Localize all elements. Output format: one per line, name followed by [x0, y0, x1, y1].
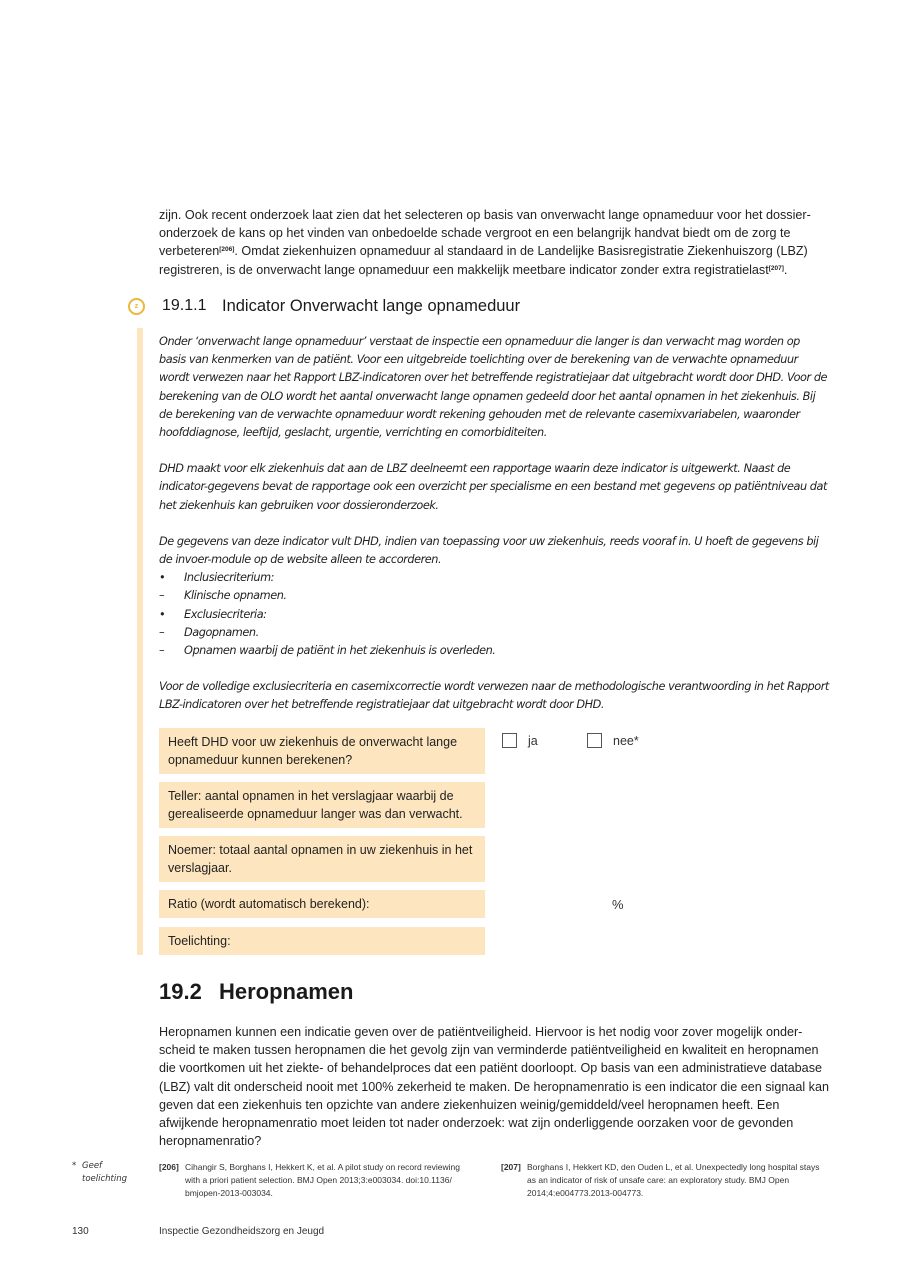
- footnote-text: Borghans I, Hekkert KD, den Ouden L, et al. Unexpectedly long hospital stays as an indicator of risk of unsafe care: an exploratory study. BMJ Open 2014;4:e004773.2013-004773.: [527, 1162, 820, 1198]
- explanation-paragraph-3: De gegevens van deze indicator vult DHD, indien van toepassing voor uw ziekenhuis, reeds vooraf in. U hoeft de gegevens bij de invoer-module op de website alleen te accorderen.: [159, 534, 819, 567]
- footnote-number: [207]: [501, 1162, 521, 1172]
- section-heading-19-1-1: [128, 294, 520, 318]
- footnote-207: [501, 1161, 821, 1200]
- explanation-paragraph-2: DHD maakt voor elk ziekenhuis dat aan de LBZ deelneemt een rapportage waarin deze indicator is uitgewerkt. Naast de indicator-gegevens bevat de rapportage ook een overzicht per specialisme en een bestand met gegevens op patiëntniveau dat het ziekenhuis kan gebruiken voor dossieronderzoek.: [159, 462, 827, 512]
- list-item-text: Dagopnamen.: [184, 625, 259, 639]
- section-title: Indicator Onverwacht lange opnameduur: [222, 296, 521, 315]
- accent-bar: [137, 328, 143, 955]
- dash-marker: –: [159, 644, 165, 658]
- heropnamen-paragraph: Heropnamen kunnen een indicatie geven over de patiëntveiligheid. Hiervoor is het nodig voor zover mogelijk onder-scheid te maken tussen heropnamen die het gevolg zijn van verminderde patiëntveiligheid en kwaliteit en heropnamen die voortkomen uit het ziekte- of behandelproces dat een patiënt doorloopt. Op basis van een administratieve database (LBZ) valt dit onderscheid nooit met 100% zekerheid te maken. De heropnamenratio is een indicator die een signaal kan geven dat een ziekenhuis ten opzichte van andere ziekenhuizen weinig/gemiddeld/veel heropnamen heeft. Een afwijkende heropnamenratio moet leiden tot nader onderzoek: wat zijn onderliggende oorzaken voor de gevonden heropnamenratio?: [159, 1025, 829, 1149]
- option-yes-label: ja: [528, 733, 538, 748]
- ratio-unit: %: [612, 897, 624, 912]
- side-note-text: Geef toelichting: [82, 1161, 128, 1184]
- explanation-paragraph-4: Voor de volledige exclusiecriteria en casemixcorrectie wordt verwezen naar de methodologische verantwoording in het Rapport LBZ-indicatoren over het betreffende registratiejaar dat uitgebracht wordt door DHD.: [159, 680, 829, 712]
- intro-text-2: . Omdat ziekenhuizen opnameduur al standaard in de Landelijke Basisregistratie Ziekenhuiszorg (LBZ) registreren, is de onverwacht lange opnameduur een makkelijk meetbare indicator zonder extra registratielast: [159, 244, 808, 277]
- section-title: Heropnamen: [219, 979, 354, 1004]
- intro-paragraph: [159, 206, 819, 279]
- page-number: 130: [72, 1226, 89, 1237]
- option-yes[interactable]: [502, 733, 538, 748]
- intro-text-3: .: [783, 262, 788, 277]
- footnote-206: [159, 1161, 477, 1200]
- bullet-marker: •: [159, 607, 166, 621]
- z-circle-icon: z: [128, 298, 145, 315]
- question-label: Heeft DHD voor uw ziekenhuis de onverwacht lange opnameduur kunnen berekenen?: [168, 735, 458, 767]
- list-item-text: Inclusiecriterium:: [184, 571, 275, 585]
- explanation-block: [159, 333, 829, 733]
- option-no[interactable]: [587, 733, 639, 748]
- bullet-marker: •: [159, 571, 166, 585]
- toelichting-field[interactable]: [159, 927, 485, 955]
- teller-label: Teller: aantal opnamen in het verslagjaar waarbij de gerealiseerde opnameduur langer was dan verwacht.: [168, 789, 463, 821]
- list-item: [159, 587, 829, 605]
- teller-field[interactable]: [159, 782, 485, 828]
- list-item: [159, 642, 829, 660]
- explanation-paragraph-1: Onder ‘onverwacht lange opnameduur’ verstaat de inspectie een opnameduur die langer is dan verwacht mag worden op basis van kenmerken van de patiënt. Voor een uitgebreide toelichting over de berekening van de verwachte opnameduur wordt verwezen naar het Rapport LBZ-indicatoren over het betreffende registratiejaar dat uitgebracht wordt door DHD. Voor de berekening van de OLO wordt het aantal onverwacht lange opnamen gedeeld door het aantal opnamen in het ziekenhuis. Bij de berekening van de verwachte opnameduur wordt rekening gehouden met de relevante casemixvariabelen, waaronder hoofddiagnose, leeftijd, geslacht, urgentie, verrichting en comorbiditeiten.: [159, 335, 828, 440]
- checkbox-no[interactable]: [587, 733, 602, 748]
- list-item-text: Exclusiecriteria:: [184, 607, 267, 621]
- footnote-number: [206]: [159, 1162, 179, 1172]
- list-item: [159, 606, 829, 624]
- criteria-list: [159, 569, 829, 660]
- checkbox-yes[interactable]: [502, 733, 517, 748]
- ratio-label: Ratio (wordt automatisch berekend):: [168, 897, 370, 911]
- ratio-field: [159, 890, 485, 918]
- list-item: [159, 624, 829, 642]
- option-no-label: nee*: [613, 733, 639, 748]
- intro-text-1: zijn. Ook recent onderzoek laat zien dat het selecteren op basis van onverwacht lange opnameduur voor het dossier-onderzoek de kans op het vinden van onbedoelde schade vergroot en een belangrijk handvat biedt om de zorg te verbeteren: [159, 208, 811, 259]
- footnote-text: Cihangir S, Borghans I, Hekkert K, et al. A pilot study on record reviewing with a priori patient selection. BMJ Open 2013;3:e003034. doi:10.1136/ bmjopen-2013-003034.: [185, 1162, 460, 1198]
- side-note: [72, 1160, 132, 1186]
- dash-marker: –: [159, 589, 165, 603]
- section-number: 19.2: [159, 979, 202, 1004]
- noemer-label: Noemer: totaal aantal opnamen in uw ziekenhuis in het verslagjaar.: [168, 843, 473, 875]
- asterisk: *: [72, 1161, 77, 1171]
- list-item: [159, 569, 829, 587]
- question-dhd-calculated: [159, 728, 485, 774]
- list-item-text: Opnamen waarbij de patiënt in het ziekenhuis is overleden.: [184, 644, 496, 658]
- list-item-text: Klinische opnamen.: [184, 589, 287, 603]
- section-number: 19.1.1: [162, 297, 207, 314]
- toelichting-label: Toelichting:: [168, 934, 231, 948]
- footnote-ref-207[interactable]: [207]: [768, 264, 784, 272]
- publisher-name: Inspectie Gezondheidszorg en Jeugd: [159, 1226, 325, 1237]
- section-heading-19-2: [159, 979, 353, 1005]
- dash-marker: –: [159, 625, 165, 639]
- footnote-ref-206[interactable]: [206]: [219, 246, 235, 254]
- noemer-field[interactable]: [159, 836, 485, 882]
